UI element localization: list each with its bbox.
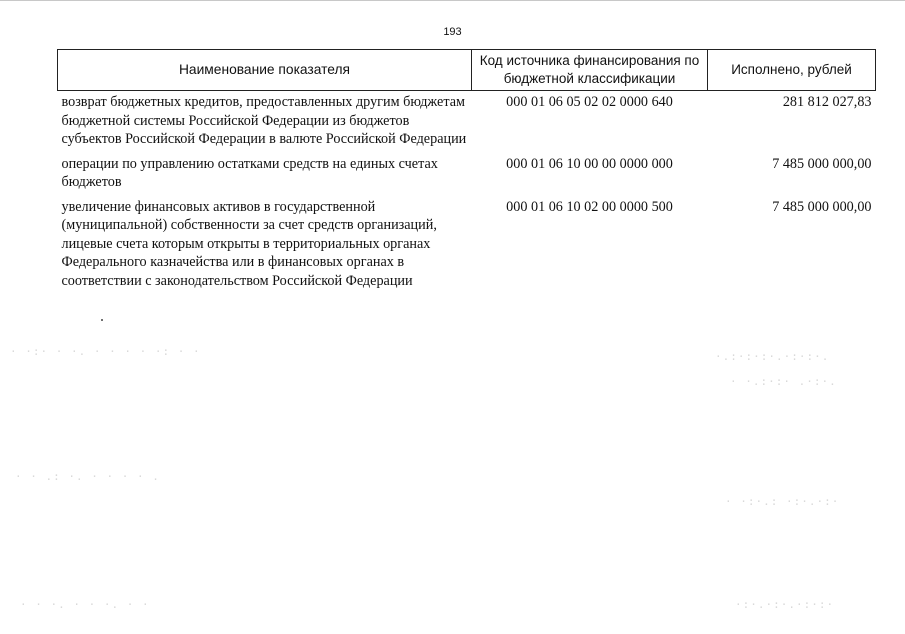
table-row — [58, 153, 876, 196]
scan-noise: · ·:·.: ·:·.·:· — [725, 495, 840, 508]
table-row — [58, 196, 876, 295]
row-indicator-name: операции по управлению остатками средств на единых счетах бюджетов — [61, 155, 438, 190]
table-row — [58, 91, 876, 153]
scan-speck — [101, 319, 103, 321]
row-executed-amount: 7 485 000 000,00 — [772, 198, 872, 215]
header-executed-amount: Исполнено, рублей — [708, 50, 876, 91]
row-source-code: 000 01 06 05 02 02 0000 640 — [506, 94, 673, 110]
row-source-code: 000 01 06 10 00 00 0000 000 — [506, 155, 673, 172]
row-executed-amount: 281 812 027,83 — [782, 94, 872, 110]
header-indicator-name: Наименование показателя — [58, 50, 472, 91]
scan-noise: ·.:·:·:·.·:·:·. — [715, 350, 830, 363]
row-executed-amount: 7 485 000 000,00 — [772, 155, 872, 172]
row-indicator-name: увеличение финансовых активов в государственной (муниципальной) собственности за счет средств организаций, лицевые счета которым открыты в территориальных органах Федерального казначейства или в финансовых органах в соответствии с законодательством Российской Федерации — [61, 198, 437, 289]
top-scan-edge — [0, 0, 905, 1]
row-source-code: 000 01 06 10 02 00 0000 500 — [506, 198, 673, 215]
scan-noise: · ·.:·:· .·:·. — [730, 375, 837, 388]
header-source-code: Код источника финансирования по бюджетной классификации — [472, 50, 708, 91]
page-number: 193 — [443, 26, 462, 38]
row-indicator-name: возврат бюджетных кредитов, предоставленных другим бюджетам бюджетной системы Российской Федерации из бюджетов субъектов Российской Федерации в валюте Российской Федерации — [61, 94, 467, 147]
table-header-row — [58, 50, 876, 91]
scan-noise: · · .: ·. · · · · . — [15, 470, 160, 483]
scan-noise: ·:·.·:·.·:·:· — [735, 598, 835, 611]
scan-noise: · · ·. · · ·. · · — [20, 598, 150, 611]
financing-sources-table — [57, 49, 876, 294]
scan-noise: · ·:· · ·. · · · · ·: · · — [10, 345, 201, 358]
